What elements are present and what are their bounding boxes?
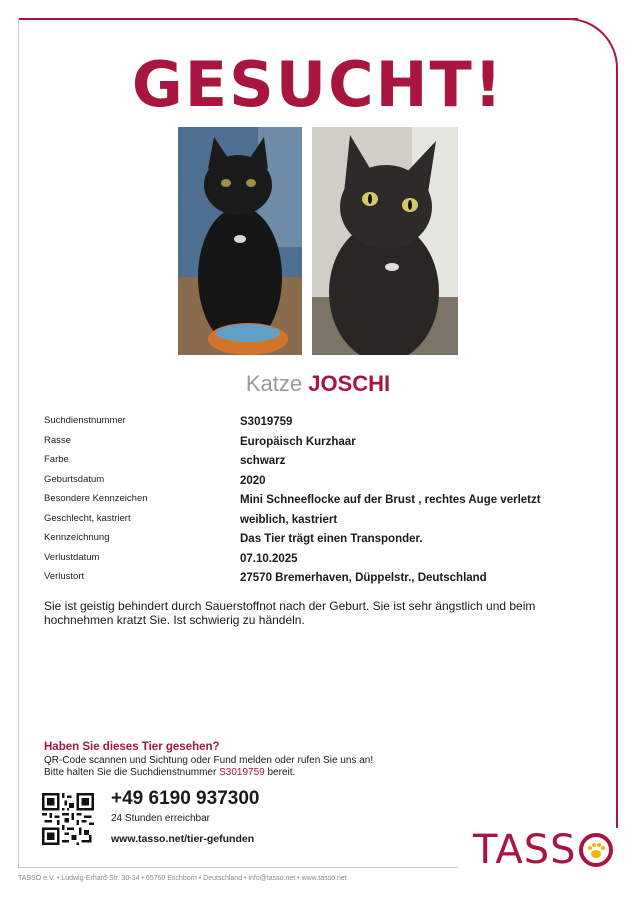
field-row bbox=[44, 570, 604, 590]
cat-photo-1 bbox=[178, 127, 302, 355]
field-row bbox=[44, 531, 604, 551]
animal-species: Katze bbox=[245, 371, 303, 396]
contact-instructions: QR-Code scannen und Sichtung oder Fund melden oder rufen Sie uns an! bbox=[44, 755, 374, 766]
frame-top-border bbox=[18, 18, 578, 20]
field-value: Mini Schneeflocke auf der Brust , rechtes Auge verletzt bbox=[240, 494, 541, 506]
field-value: schwarz bbox=[240, 455, 286, 467]
contact-note-prefix: Bitte halten Sie die Suchdienstnummer bbox=[44, 767, 220, 778]
field-label: Verlustdatum bbox=[44, 551, 100, 563]
contact-note-suffix: bereit. bbox=[264, 767, 296, 778]
field-label: Rasse bbox=[44, 434, 71, 446]
field-row bbox=[44, 492, 604, 512]
animal-heading bbox=[0, 370, 636, 398]
website-link[interactable]: www.tasso.net/tier-gefunden bbox=[111, 833, 255, 845]
field-label: Besondere Kennzeichen bbox=[44, 493, 148, 504]
field-label: Suchdienstnummer bbox=[44, 415, 126, 426]
tasso-logo bbox=[473, 826, 614, 874]
field-row bbox=[44, 414, 604, 434]
animal-name: JOSCHI bbox=[308, 371, 391, 396]
paw-icon bbox=[578, 832, 614, 868]
frame-right-border bbox=[616, 68, 618, 828]
field-label: Verlustort bbox=[44, 571, 85, 582]
field-row bbox=[44, 551, 604, 571]
contact-heading: Haben Sie dieses Tier gesehen? bbox=[44, 741, 220, 753]
footer-address: TASSO e.V. • Ludwig-Erhard-Str. 30-34 • 65760 Eschborn • Deutschland • info@tasso.net • www.tasso.net bbox=[18, 875, 347, 882]
cat-photo-2 bbox=[312, 127, 458, 355]
field-value: weiblich, kastriert bbox=[240, 513, 338, 526]
field-row bbox=[44, 453, 604, 473]
field-value: Europäisch Kurzhaar bbox=[240, 435, 356, 448]
frame-left-border bbox=[18, 18, 19, 868]
search-number-highlight: S3019759 bbox=[219, 767, 265, 778]
logo-text: TASS bbox=[473, 827, 577, 873]
field-row bbox=[44, 512, 604, 532]
details-table bbox=[44, 414, 604, 590]
availability-text: 24 Stunden erreichbar bbox=[111, 813, 210, 824]
contact-reference-note bbox=[44, 767, 295, 779]
field-label: Geschlecht, kastriert bbox=[44, 512, 131, 524]
field-value: S3019759 bbox=[240, 416, 293, 428]
frame-bottom-border bbox=[18, 867, 458, 868]
field-row bbox=[44, 434, 604, 454]
qr-code[interactable] bbox=[42, 793, 94, 845]
field-label: Kennzeichnung bbox=[44, 532, 110, 543]
phone-number[interactable]: +49 6190 937300 bbox=[111, 788, 260, 809]
field-label: Farbe bbox=[44, 454, 69, 465]
field-row bbox=[44, 473, 604, 493]
field-label: Geburtsdatum bbox=[44, 473, 105, 485]
field-value: Das Tier trägt einen Transponder. bbox=[240, 533, 423, 545]
field-value: 27570 Bremerhaven, Düppelstr., Deutschland bbox=[240, 572, 487, 584]
field-value: 07.10.2025 bbox=[240, 552, 298, 565]
description-text: Sie ist geistig behindert durch Sauerstoffnot nach der Geburt. Sie ist sehr ängstlich und beim hochnehmen kratzt Sie. Ist schwierig zu händeln. bbox=[44, 599, 536, 627]
field-value: 2020 bbox=[240, 474, 266, 487]
poster-title: GESUCHT! bbox=[131, 48, 505, 121]
